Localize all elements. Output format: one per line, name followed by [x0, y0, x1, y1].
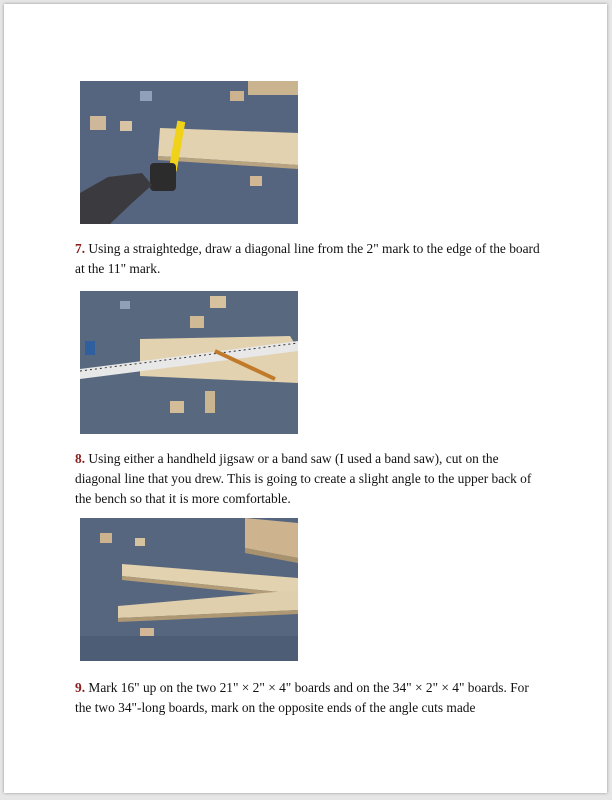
step-7-number: 7.: [75, 241, 86, 256]
photo-cut-boards: [80, 518, 298, 661]
step-8-number: 8.: [75, 451, 86, 466]
photo-cut-boards-image: [80, 518, 298, 661]
step-9-text: Mark 16" up on the two 21" × 2" × 4" boards and on the 34" × 2" × 4" boards. For the two 34"-long boards, mark on the opposite ends of the angle cuts made: [75, 680, 529, 715]
step-8-text: Using either a handheld jigsaw or a band saw (I used a band saw), cut on the diagonal line that you drew. This is going to create a slight angle to the upper back of the bench so that it is more comfortable.: [75, 451, 532, 506]
photo-straightedge-image: [80, 291, 298, 434]
step-9-number: 9.: [75, 680, 86, 695]
step-8-paragraph: [75, 449, 545, 509]
photo-measuring-board-image: [80, 81, 298, 224]
step-7-paragraph: [75, 239, 545, 279]
photo-measuring-board: [80, 81, 298, 224]
step-9-paragraph: [75, 678, 545, 718]
photo-straightedge: [80, 291, 298, 434]
step-7-text: Using a straightedge, draw a diagonal line from the 2" mark to the edge of the board at the 11" mark.: [75, 241, 540, 276]
document-page: [4, 4, 607, 793]
